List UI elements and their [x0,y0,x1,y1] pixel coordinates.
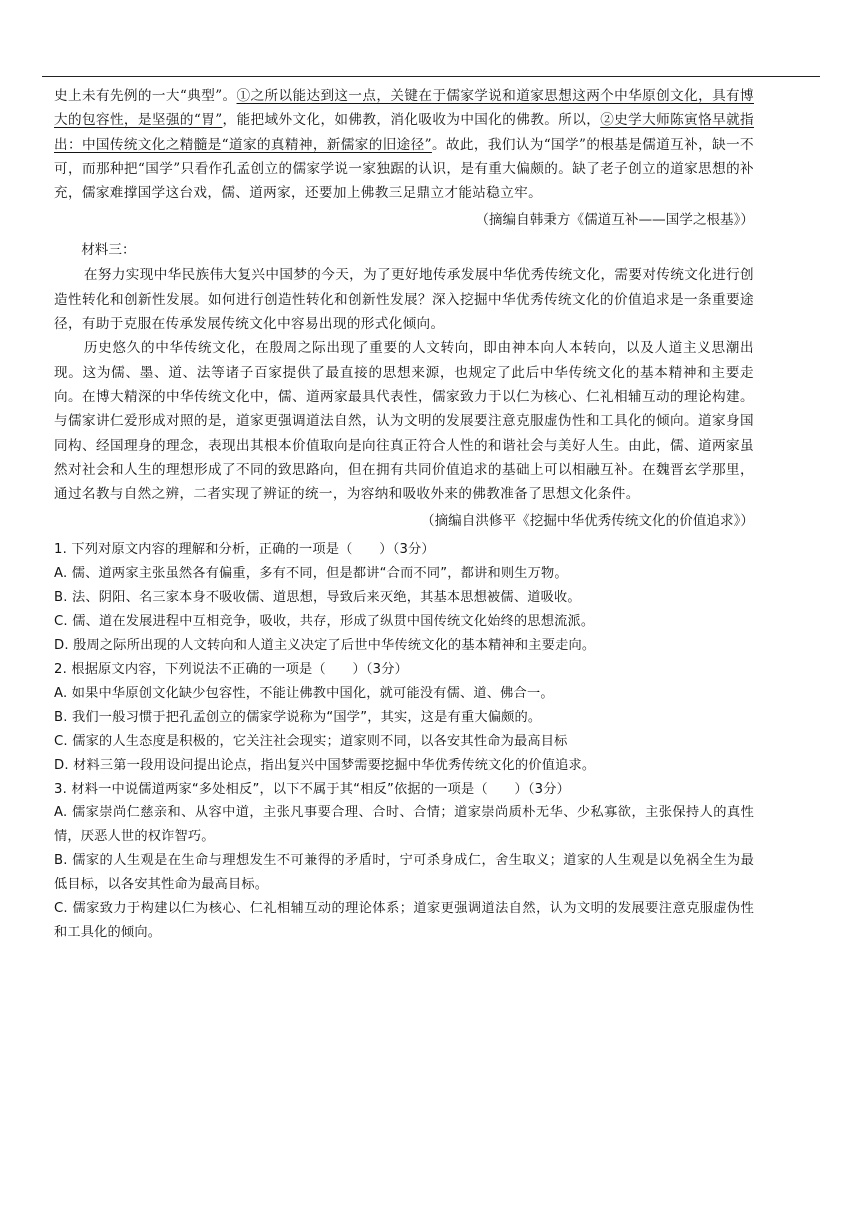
question-stem: 1. 下列对原文内容的理解和分析，正确的一项是（ ）（3分） [54,542,435,558]
question-stem: 2. 根据原文内容，下列说法不正确的一项是（ ）（3分） [54,661,409,677]
question-2 [54,658,754,778]
material3-heading: 材料三： [81,242,136,259]
question-option: B. 儒家的人生观是在生命与理想发生不可兼得的矛盾时，宁可杀身成仁，舍生取义；道家的人生观是以免祸全生为最低目标，以各安其性命为最高目标。 [54,853,754,893]
question-option: B. 法、阴阳、名三家本身不吸收儒、道思想，导致后来灭绝，其基本思想被儒、道吸收。 [54,590,581,606]
underlined-sentence-2: ②史学大师陈寅恪早就指出：中国传统文化之精髓是“道家的真精神，新儒家的旧途径” [54,112,754,153]
question-option: A. 如果中华原创文化缺少包容性，不能让佛教中国化，就可能没有儒、道、佛合一。 [54,685,554,701]
question-stem: 3. 材料一中说儒道两家“多处相反”，以下不属于其“相反”依据的一项是（ ）（3分） [54,781,571,797]
question-section [54,538,754,944]
question-3 [54,778,754,945]
question-option: C. 儒、道在发展进程中互相竞争，吸收，共存，形成了纵贯中国传统文化始终的思想流派。 [54,614,595,630]
question-option: D. 材料三第一段用设问提出论点，指出复兴中国梦需要挖掘中华优秀传统文化的价值追求。 [54,757,596,773]
text-segment: ，能把域外文化，如佛教，消化吸收为中国化的佛教。所以， [222,112,601,129]
text-segment: 。故此，我们认为“国学”的根基是儒道互补，缺一不可，而那种把“国学”只看作孔孟创立的儒家学说一家独踞的认识，是有重大偏颇的。缺了老子创立的道家思想的补充，儒家难撑国学这台戏，儒、道两家，还要加上佛教三足鼎立才能站稳立牢。 [54,136,754,202]
material2-source: （摘编自韩秉方《儒道互补——国学之根基》） [475,212,754,229]
header-rule [42,76,820,77]
page-content [54,84,754,945]
material3-paragraph-2: 历史悠久的中华传统文化，在殷周之际出现了重要的人文转向，即由神本向人本转向，以及人道主义思潮出现。这为儒、墨、道、法等诸子百家提供了最直接的思想来源，也规定了此后中华传统文化的基本精神和主要走向。在博大精深的中华传统文化中，儒、道两家最具代表性，儒家致力于以仁为核心、仁礼相辅互动的理论构建。与儒家讲仁爱形成对照的是，道家更强调道法自然，认为文明的发展要注意克服虚伪性和工具化的倾向。道家身国同构、经国理身的理念，表现出其根本价值取向是向往真正符合人性的和谐社会与美好人生。由此，儒、道两家虽然对社会和人生的理想形成了不同的致思路向，但在拥有共同价值追求的基础上可以相融互补。在魏晋玄学那里，通过名教与自然之辨，二者实现了辨证的统一，为容纳和吸收外来的佛教准备了思想文化条件。 [54,340,754,503]
material2-closing-paragraph [54,84,754,205]
question-1 [54,538,754,658]
question-option: A. 儒家崇尚仁慈亲和、从容中道，主张凡事要合理、合时、合情；道家崇尚质朴无华、少私寡欲，主张保持人的真性情，厌恶人世的权诈智巧。 [54,805,754,845]
question-option: A. 儒、道两家主张虽然各有偏重，多有不同，但是都讲“合而不同”，都讲和则生万物。 [54,566,568,582]
question-option: D. 殷周之际所出现的人文转向和人道主义决定了后世中华传统文化的基本精神和主要走向。 [54,638,596,654]
material3-source: （摘编自洪修平《挖掘中华优秀传统文化的价值追求》） [420,513,754,530]
text-segment: 史上未有先例的一大“典型”。 [54,88,237,104]
question-option: C. 儒家致力于构建以仁为核心、仁礼相辅互动的理论体系；道家更强调道法自然，认为文明的发展要注意克服虚伪性和工具化的倾向。 [54,901,754,940]
underlined-sentence-1: ①之所以能达到这一点，关键在于儒家学说和道家思想这两个中华原创文化，具有博大的包容性，是坚强的“胃” [54,88,754,129]
material3-paragraph-1: 在努力实现中华民族伟大复兴中国梦的今天，为了更好地传承发展中华优秀传统文化，需要对传统文化进行创造性转化和创新性发展。如何进行创造性转化和创新性发展？深入挖掘中华优秀传统文化的价值追求是一条重要途径，有助于克服在传承发展传统文化中容易出现的形式化倾向。 [54,267,754,333]
question-option: C. 儒家的人生态度是积极的，它关注社会现实；道家则不同，以各安其性命为最高目标 [54,733,568,749]
question-option: B. 我们一般习惯于把孔孟创立的儒家学说称为“国学”，其实，这是有重大偏颇的。 [54,709,542,725]
